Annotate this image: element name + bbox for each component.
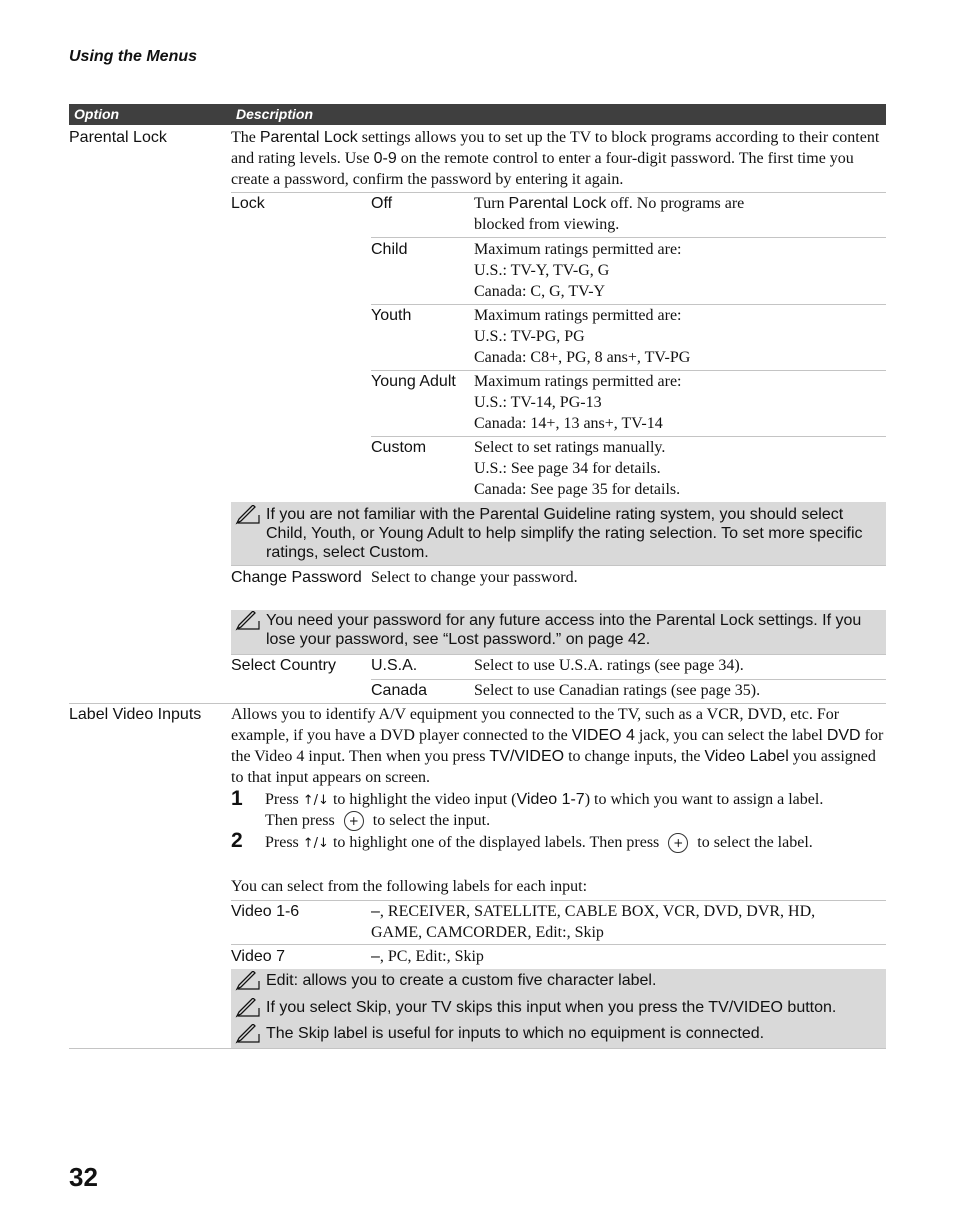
lock-child-name: Child <box>371 241 408 258</box>
lock-child-desc: Maximum ratings permitted are: U.S.: TV-Y, TV-G, G Canada: C, G, TV-Y <box>474 241 682 300</box>
country-usa-name: U.S.A. <box>371 657 418 674</box>
note-pencil-icon <box>235 611 261 631</box>
select-country-label: Select Country <box>231 657 336 674</box>
col-description-heading: Description <box>236 106 314 122</box>
lock-young-adult-desc: Maximum ratings permitted are: U.S.: TV-14, PG-13 Canada: 14+, 13 ans+, TV-14 <box>474 373 682 432</box>
video-7-name: Video 7 <box>231 948 285 965</box>
divider <box>371 237 886 238</box>
video-1-6-labels: –, RECEIVER, SATELLITE, CABLE BOX, VCR, DVD, DVR, HD, GAME, CAMCORDER, Edit:, Skip <box>371 903 816 941</box>
labels-intro: You can select from the following labels for each input: <box>231 878 588 895</box>
video-7-labels: –, PC, Edit:, Skip <box>371 948 484 965</box>
note-skip: If you select Skip, your TV skips this input when you press the TV/VIDEO button. <box>231 998 906 1017</box>
country-usa-desc: Select to use U.S.A. ratings (see page 34). <box>474 657 744 674</box>
label-video-inputs-intro: Allows you to identify A/V equipment you connected to the TV, such as a VCR, DVD, etc. For example, if you have a DVD player connected to the VIDEO 4 jack, you can select the label DVD for the Video 4 input. Then when you press TV/VIDEO to change inputs, the Video Label you assigned to that input appears on screen. <box>231 706 884 786</box>
lock-youth-name: Youth <box>371 307 412 324</box>
enter-button-icon <box>344 811 364 831</box>
up-down-arrows-icon: ↑/↓ <box>302 836 329 851</box>
up-down-arrows-icon: ↑/↓ <box>302 793 329 808</box>
note-pencil-icon <box>235 1024 261 1044</box>
lock-custom-desc: Select to set ratings manually. U.S.: See page 34 for details. Canada: See page 35 for details. <box>474 439 681 498</box>
video-1-6-name: Video 1-6 <box>231 903 300 920</box>
step-2-number: 2 <box>231 829 243 852</box>
note-pencil-icon <box>235 971 261 991</box>
lock-young-adult-name: Young Adult <box>371 373 456 390</box>
section-header: Using the Menus <box>69 48 198 65</box>
lock-custom-name: Custom <box>371 439 427 456</box>
table-header <box>69 104 886 125</box>
lock-off-name: Off <box>371 195 393 212</box>
country-canada-desc: Select to use Canadian ratings (see page 35). <box>474 682 761 699</box>
change-password-label: Change Password <box>231 569 362 586</box>
option-parental-lock: Parental Lock <box>69 129 167 146</box>
parental-lock-intro: The Parental Lock settings allows you to set up the TV to block programs according to their content and rating levels. Use 0-9 on the remote control to enter a four-digit password. The first time you create a password, confirm the password by entering it again. <box>231 129 880 188</box>
note-pencil-icon <box>235 505 261 525</box>
step-1-number: 1 <box>231 787 243 810</box>
lock-off-desc: Turn Parental Lock off. No programs are blocked from viewing. <box>474 195 745 233</box>
divider <box>231 565 886 566</box>
note-password: You need your password for any future access into the Parental Lock settings. If you lose your password, see “Lost password.” on page 42. <box>231 610 886 654</box>
note-skip-useful: The Skip label is useful for inputs to which no equipment is connected. <box>231 1024 886 1043</box>
enter-button-icon <box>668 833 688 853</box>
country-canada-name: Canada <box>371 682 428 699</box>
lock-label: Lock <box>231 195 265 212</box>
note-pencil-icon <box>235 998 261 1018</box>
step-1-text: Press ↑/↓ to highlight the video input (Video 1-7) to which you want to assign a label. Then press + to select the input. <box>265 790 885 831</box>
note-rating-guideline: If you are not familiar with the Parental Guideline rating system, you should select Child, Youth, or Young Adult to help simplify the rating selection. To set more specific ratings, select Custom. <box>231 502 886 565</box>
col-option-heading: Option <box>74 106 120 122</box>
step-2-text: Press ↑/↓ to highlight one of the displayed labels. Then press + to select the label. <box>265 832 885 854</box>
option-label-video-inputs: Label Video Inputs <box>69 706 202 723</box>
table-bottom-rule <box>69 1048 886 1049</box>
lock-youth-desc: Maximum ratings permitted are: U.S.: TV-PG, PG Canada: C8+, PG, 8 ans+, TV-PG <box>474 307 691 366</box>
page-number: 32 <box>69 1162 98 1192</box>
note-edit: Edit: allows you to create a custom five character label. <box>231 971 886 990</box>
notes-labels <box>231 969 886 1048</box>
divider <box>231 944 886 945</box>
change-password-desc: Select to change your password. <box>371 569 578 586</box>
